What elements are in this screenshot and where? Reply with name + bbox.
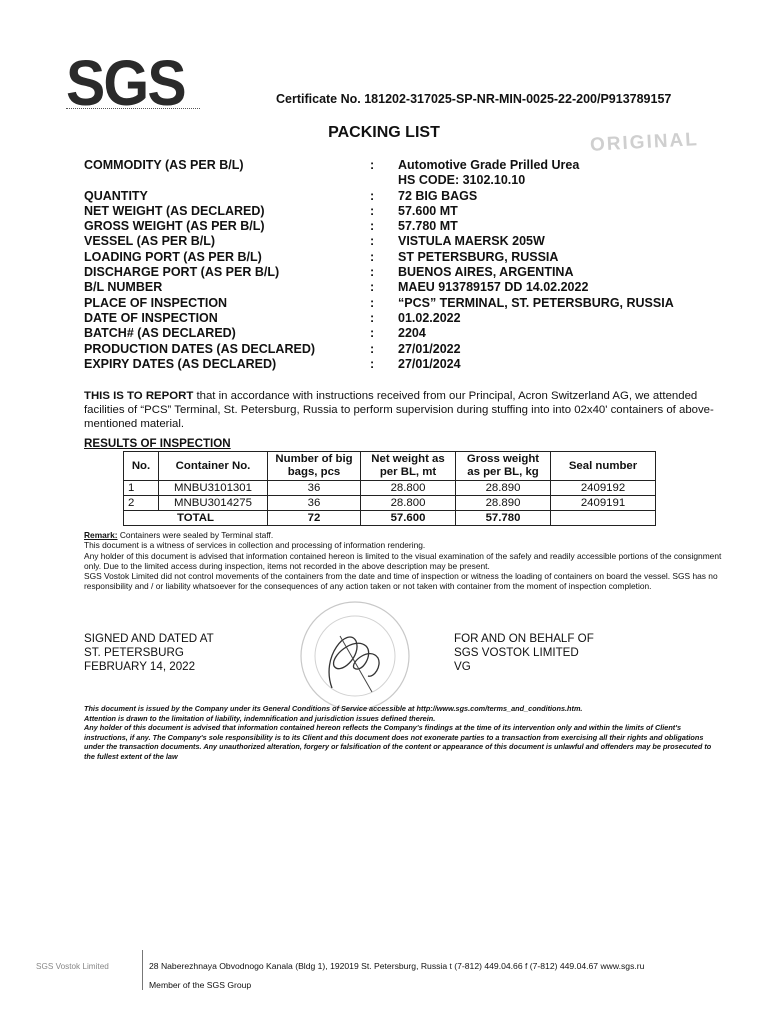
field-colon: : (370, 234, 375, 249)
field-label (84, 173, 370, 188)
col-bags: Number of big bags, pcs (268, 452, 361, 481)
sgs-logo: SGS (66, 47, 185, 119)
total-net: 57.600 (361, 511, 456, 526)
field-value: BUENOS AIRES, ARGENTINA (398, 265, 574, 280)
remark-text: Containers were sealed by Terminal staff. (117, 530, 274, 540)
field-row (84, 296, 744, 311)
field-value: 2204 (398, 326, 426, 341)
field-label: BATCH# (AS DECLARED) (84, 326, 236, 341)
remark-label: Remark: (84, 530, 118, 540)
signed-line: SIGNED AND DATED AT (84, 632, 214, 645)
cell-container: MNBU3014275 (159, 496, 268, 511)
footer-address: 28 Naberezhnaya Obvodnogo Kanala (Bldg 1), 192019 St. Petersburg, Russia t (7-812) 449.04.66 f (7-812) 449.04.67 www.sgs.ru (149, 961, 645, 971)
cell-seal: 2409191 (551, 496, 656, 511)
field-value: 27/01/2022 (398, 341, 461, 356)
notes-block (84, 530, 734, 592)
field-row (84, 219, 744, 234)
footer-divider (142, 950, 143, 990)
field-colon: : (370, 203, 375, 218)
field-value: HS CODE: 3102.10.10 (398, 173, 526, 188)
behalf-initials: VG (454, 660, 471, 673)
field-colon: : (370, 280, 375, 295)
field-value: ST PETERSBURG, RUSSIA (398, 249, 559, 264)
cell-bags: 36 (268, 496, 361, 511)
company-seal-and-signature (270, 596, 440, 716)
total-label: TOTAL (124, 511, 268, 526)
field-colon: : (370, 341, 375, 356)
field-label: GROSS WEIGHT (AS PER B/L) (84, 219, 265, 234)
col-net: Net weight as per BL, mt (361, 452, 456, 481)
cell-gross: 28.890 (456, 496, 551, 511)
report-paragraph (84, 389, 724, 431)
field-label: QUANTITY (84, 188, 148, 203)
total-seal-empty (551, 511, 656, 526)
behalf-block (454, 632, 594, 674)
cell-bags: 36 (268, 481, 361, 496)
field-row (84, 204, 744, 219)
col-gross: Gross weight as per BL, kg (456, 452, 551, 481)
field-colon: : (370, 158, 375, 172)
behalf-company: SGS VOSTOK LIMITED (454, 646, 579, 659)
shipment-fields (84, 158, 744, 372)
signed-date: FEBRUARY 14, 2022 (84, 660, 196, 673)
signed-place: ST. PETERSBURG (84, 646, 184, 659)
field-label: B/L NUMBER (84, 280, 163, 295)
results-table (123, 451, 656, 526)
field-label: NET WEIGHT (AS DECLARED) (84, 203, 265, 218)
table-row (124, 496, 656, 511)
original-stamp: ORIGINAL (589, 129, 700, 156)
col-container: Container No. (159, 452, 268, 481)
remark-line (84, 530, 734, 540)
footer-company: SGS Vostok Limited (36, 962, 109, 971)
disclaimer-line: Any holder of this document is advised that information contained hereon reflects the Company's findings at the time of its intervention only and within the limits of Client's instructions, if any. The Company's sole responsibility is to its Client and this document does not exonerate parties to a transaction from exercising all their rights and obligations under the transaction documents. Any unauthorized alteration, forgery or falsification of the content or appearance of this document is unlawful and offenders may be prosecuted to the fullest extent of the law (84, 723, 712, 761)
field-label: PLACE OF INSPECTION (84, 295, 228, 310)
logo-underline (66, 108, 200, 109)
field-colon: : (370, 310, 375, 325)
results-header-row (124, 452, 656, 481)
field-row (84, 342, 744, 357)
field-value: VISTULA MAERSK 205W (398, 234, 545, 249)
certificate-number: Certificate No. 181202-317025-SP-NR-MIN-0025-22-200/P913789157 (276, 92, 672, 106)
footer-member: Member of the SGS Group (149, 980, 252, 990)
note-line: SGS Vostok Limited did not control movements of the containers from the date and time of inspection or witness the loading of containers on board the vessel. SGS has no responsibility and / or liability whatsoever for the consequences of any action taken or not taken with container from the moment of inspection completion. (84, 571, 718, 592)
field-value: 57.600 MT (398, 203, 458, 218)
total-bags: 72 (268, 511, 361, 526)
field-label: DATE OF INSPECTION (84, 310, 218, 325)
field-colon: : (370, 295, 375, 310)
field-label: PRODUCTION DATES (AS DECLARED) (84, 341, 316, 356)
report-lead: THIS IS TO REPORT (84, 390, 194, 402)
field-label: VESSEL (AS PER B/L) (84, 234, 216, 249)
field-row (84, 158, 744, 173)
note-line: Any holder of this document is advised that information contained hereon is limited to the visual examination of the safely and readily accessible portions of the consignment only. Due to the limited access during inspection, items not recorded in the above description may be present. (84, 550, 722, 571)
behalf-line: FOR AND ON BEHALF OF (454, 632, 594, 645)
field-value: 27/01/2024 (398, 356, 461, 371)
field-colon: : (370, 326, 375, 341)
cell-seal: 2409192 (551, 481, 656, 496)
field-row (84, 250, 744, 265)
field-value: 57.780 MT (398, 219, 458, 234)
field-value: Automotive Grade Prilled Urea (398, 158, 580, 172)
field-colon: : (370, 188, 375, 203)
field-label: EXPIRY DATES (AS DECLARED) (84, 356, 277, 371)
field-row (84, 280, 744, 295)
total-gross: 57.780 (456, 511, 551, 526)
field-row (84, 234, 744, 249)
col-seal: Seal number (551, 452, 656, 481)
field-colon (370, 173, 398, 188)
document-title: PACKING LIST (328, 124, 440, 141)
cell-net: 28.800 (361, 496, 456, 511)
field-label: DISCHARGE PORT (AS PER B/L) (84, 265, 280, 280)
field-row (84, 189, 744, 204)
cell-no: 1 (124, 481, 159, 496)
note-line: This document is a witness of services in collection and processing of information rendering. (84, 540, 426, 551)
field-value: 72 BIG BAGS (398, 188, 478, 203)
field-value: 01.02.2022 (398, 310, 461, 325)
field-row (84, 265, 744, 280)
total-row (124, 511, 656, 526)
cell-container: MNBU3101301 (159, 481, 268, 496)
cell-net: 28.800 (361, 481, 456, 496)
field-colon: : (370, 265, 375, 280)
table-row (124, 481, 656, 496)
field-row (84, 326, 744, 341)
disclaimer-line: This document is issued by the Company under its General Conditions of Service accessible at http://www.sgs.com/terms_and_conditions.htm. (84, 704, 583, 713)
cell-no: 2 (124, 496, 159, 511)
field-colon: : (370, 356, 375, 371)
field-row (84, 311, 744, 326)
disclaimer-line: Attention is drawn to the limitation of liability, indemnification and jurisdiction issues defined therein. (84, 713, 436, 723)
field-colon: : (370, 219, 375, 234)
field-colon: : (370, 249, 375, 264)
signed-block (84, 632, 214, 674)
field-row (84, 357, 744, 372)
col-no: No. (124, 452, 159, 481)
field-row (84, 173, 744, 188)
results-heading: RESULTS OF INSPECTION (84, 437, 231, 450)
field-value: MAEU 913789157 DD 14.02.2022 (398, 280, 589, 295)
legal-disclaimer (84, 704, 724, 762)
cell-gross: 28.890 (456, 481, 551, 496)
field-value: “PCS” TERMINAL, ST. PETERSBURG, RUSSIA (398, 295, 674, 310)
field-label: LOADING PORT (AS PER B/L) (84, 249, 262, 264)
report-text: that in accordance with instructions received from our Principal, Acron Switzerland AG, we attended facilities of “PCS” Terminal, St. Petersburg, Russia to perform supervision during stuffing into into 02x40' containers of above-mentioned material. (84, 390, 714, 430)
field-label: COMMODITY (AS PER B/L) (84, 158, 244, 172)
